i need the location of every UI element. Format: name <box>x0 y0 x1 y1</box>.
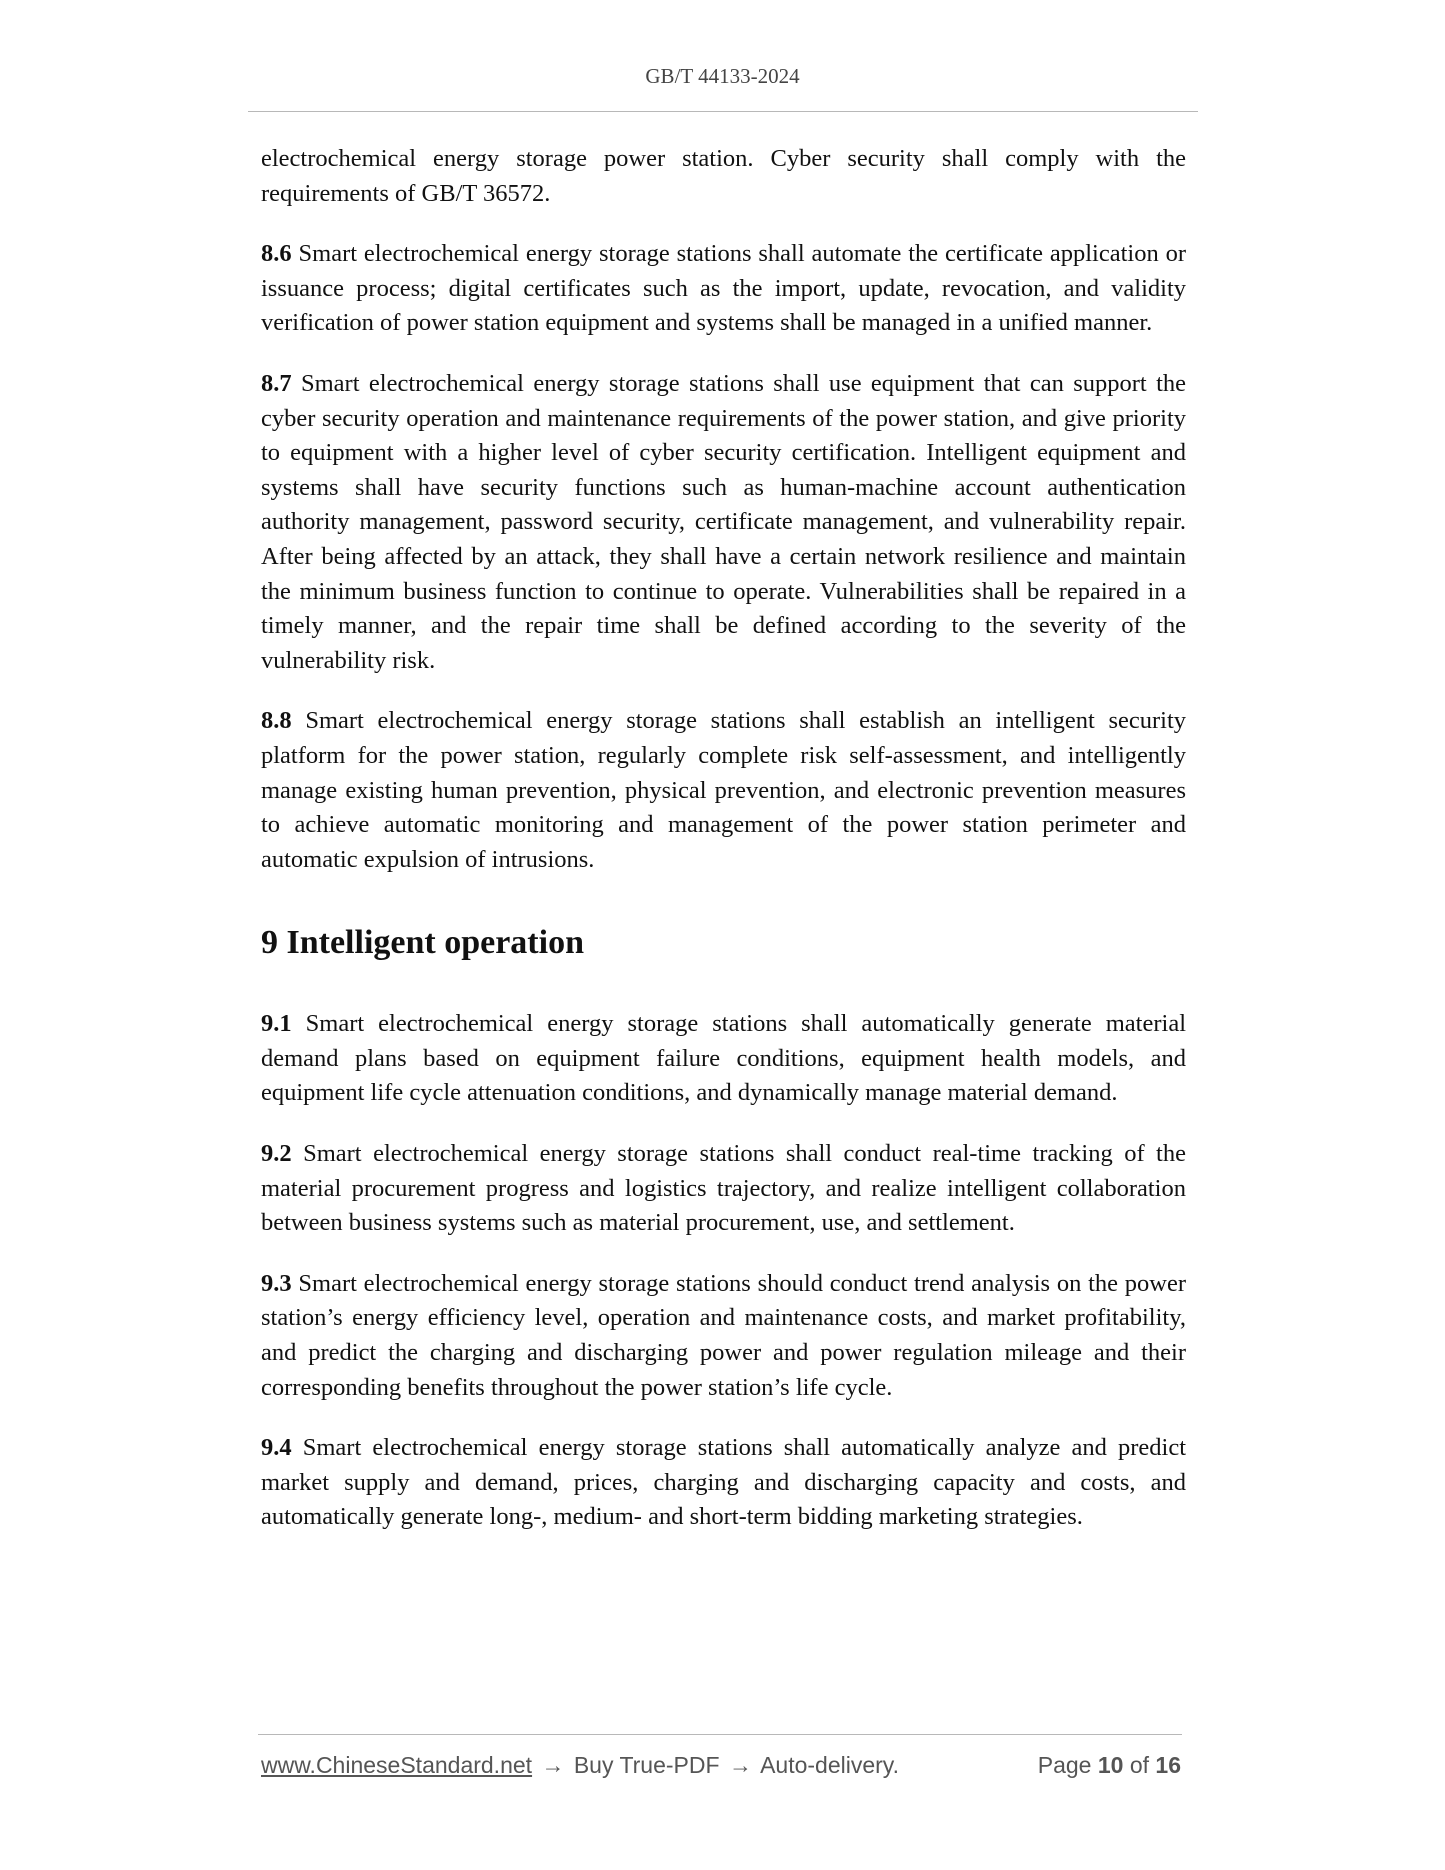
current-page-number: 10 <box>1097 1752 1124 1778</box>
arrow-right-icon: → <box>541 1752 565 1778</box>
clause-8-6 <box>261 237 1186 341</box>
clause-9-1 <box>261 1007 1186 1111</box>
clause-number: 9.4 <box>261 1434 292 1462</box>
clause-text: Smart electrochemical energy storage stations shall use equipment that can support the cyber security operation and maintenance requirements of the power station, and give priority to equipment with a higher level of cyber security certification. Intelligent equipment and systems shall have security functions such as human-machine account authentication authority management, password security, certificate management, and vulnerability repair. After being affected by an attack, they shall have a certain network resilience and maintain the minimum business function to continue to operate. Vulnerabilities shall be repaired in a timely manner, and the repair time shall be defined according to the severity of the vulnerability risk. <box>261 369 1186 674</box>
clause-8-7 <box>261 367 1186 678</box>
document-header: GB/T 44133-2024 <box>645 64 800 88</box>
header-divider <box>248 111 1198 112</box>
clause-text: Smart electrochemical energy storage stations shall automatically analyze and predict market supply and demand, prices, charging and discharging capacity and costs, and automatically generate long-, medium- and short-term bidding marketing strategies. <box>261 1434 1186 1531</box>
clause-number: 8.7 <box>261 369 292 397</box>
clause-number: 8.8 <box>261 707 292 735</box>
section-heading: 9 Intelligent operation <box>261 924 584 962</box>
footer-divider <box>258 1734 1182 1735</box>
clause-number: 8.6 <box>261 240 292 268</box>
chinesestandard-link[interactable]: www.ChineseStandard.net <box>261 1752 533 1778</box>
footer-promo <box>261 1752 899 1779</box>
clause-9-4 <box>261 1431 1186 1535</box>
clause-number: 9.3 <box>261 1269 292 1297</box>
clause-9-3 <box>261 1267 1186 1405</box>
page-label: Page <box>1037 1752 1092 1778</box>
clause-8-8 <box>261 704 1186 877</box>
clause-text: Smart electrochemical energy storage stations should conduct trend analysis on the power station’s energy efficiency level, operation and maintenance costs, and market profitability, and predict the charging and discharging power and power regulation mileage and their corresponding benefits throughout the power station’s life cycle. <box>261 1269 1186 1401</box>
page-indicator <box>1038 1752 1181 1779</box>
clause-number: 9.2 <box>261 1140 292 1168</box>
document-body <box>261 142 1186 1561</box>
clause-text: Smart electrochemical energy storage stations shall establish an intelligent security platform for the power station, regularly complete risk self-assessment, and intelligently manage existing human prevention, physical prevention, and electronic prevention measures to achieve automatic monitoring and management of the power station perimeter and automatic expulsion of intrusions. <box>261 707 1187 873</box>
clause-text: Smart electrochemical energy storage stations shall automate the certificate application or issuance process; digital certificates such as the import, update, revocation, and validity verification of power station equipment and systems shall be managed in a unified manner. <box>261 240 1186 337</box>
total-page-count: 16 <box>1155 1752 1181 1778</box>
clause-9-2 <box>261 1137 1186 1241</box>
arrow-right-icon: → <box>728 1752 752 1778</box>
buy-true-pdf-text: Buy True-PDF <box>573 1752 720 1778</box>
clause-number: 9.1 <box>261 1010 292 1038</box>
clause-text: Smart electrochemical energy storage stations shall conduct real-time tracking of the material procurement progress and logistics trajectory, and realize intelligent collaboration between business systems such as material procurement, use, and settlement. <box>261 1140 1186 1237</box>
of-label: of <box>1129 1752 1150 1778</box>
auto-delivery-text: Auto-delivery. <box>760 1752 899 1778</box>
clause-text: Smart electrochemical energy storage stations shall automatically generate material demand plans based on equipment failure conditions, equipment health models, and equipment life cycle attenuation conditions, and dynamically manage material demand. <box>261 1010 1186 1107</box>
intro-paragraph: electrochemical energy storage power station. Cyber security shall comply with the requirements of GB/T 36572. <box>261 145 1186 207</box>
